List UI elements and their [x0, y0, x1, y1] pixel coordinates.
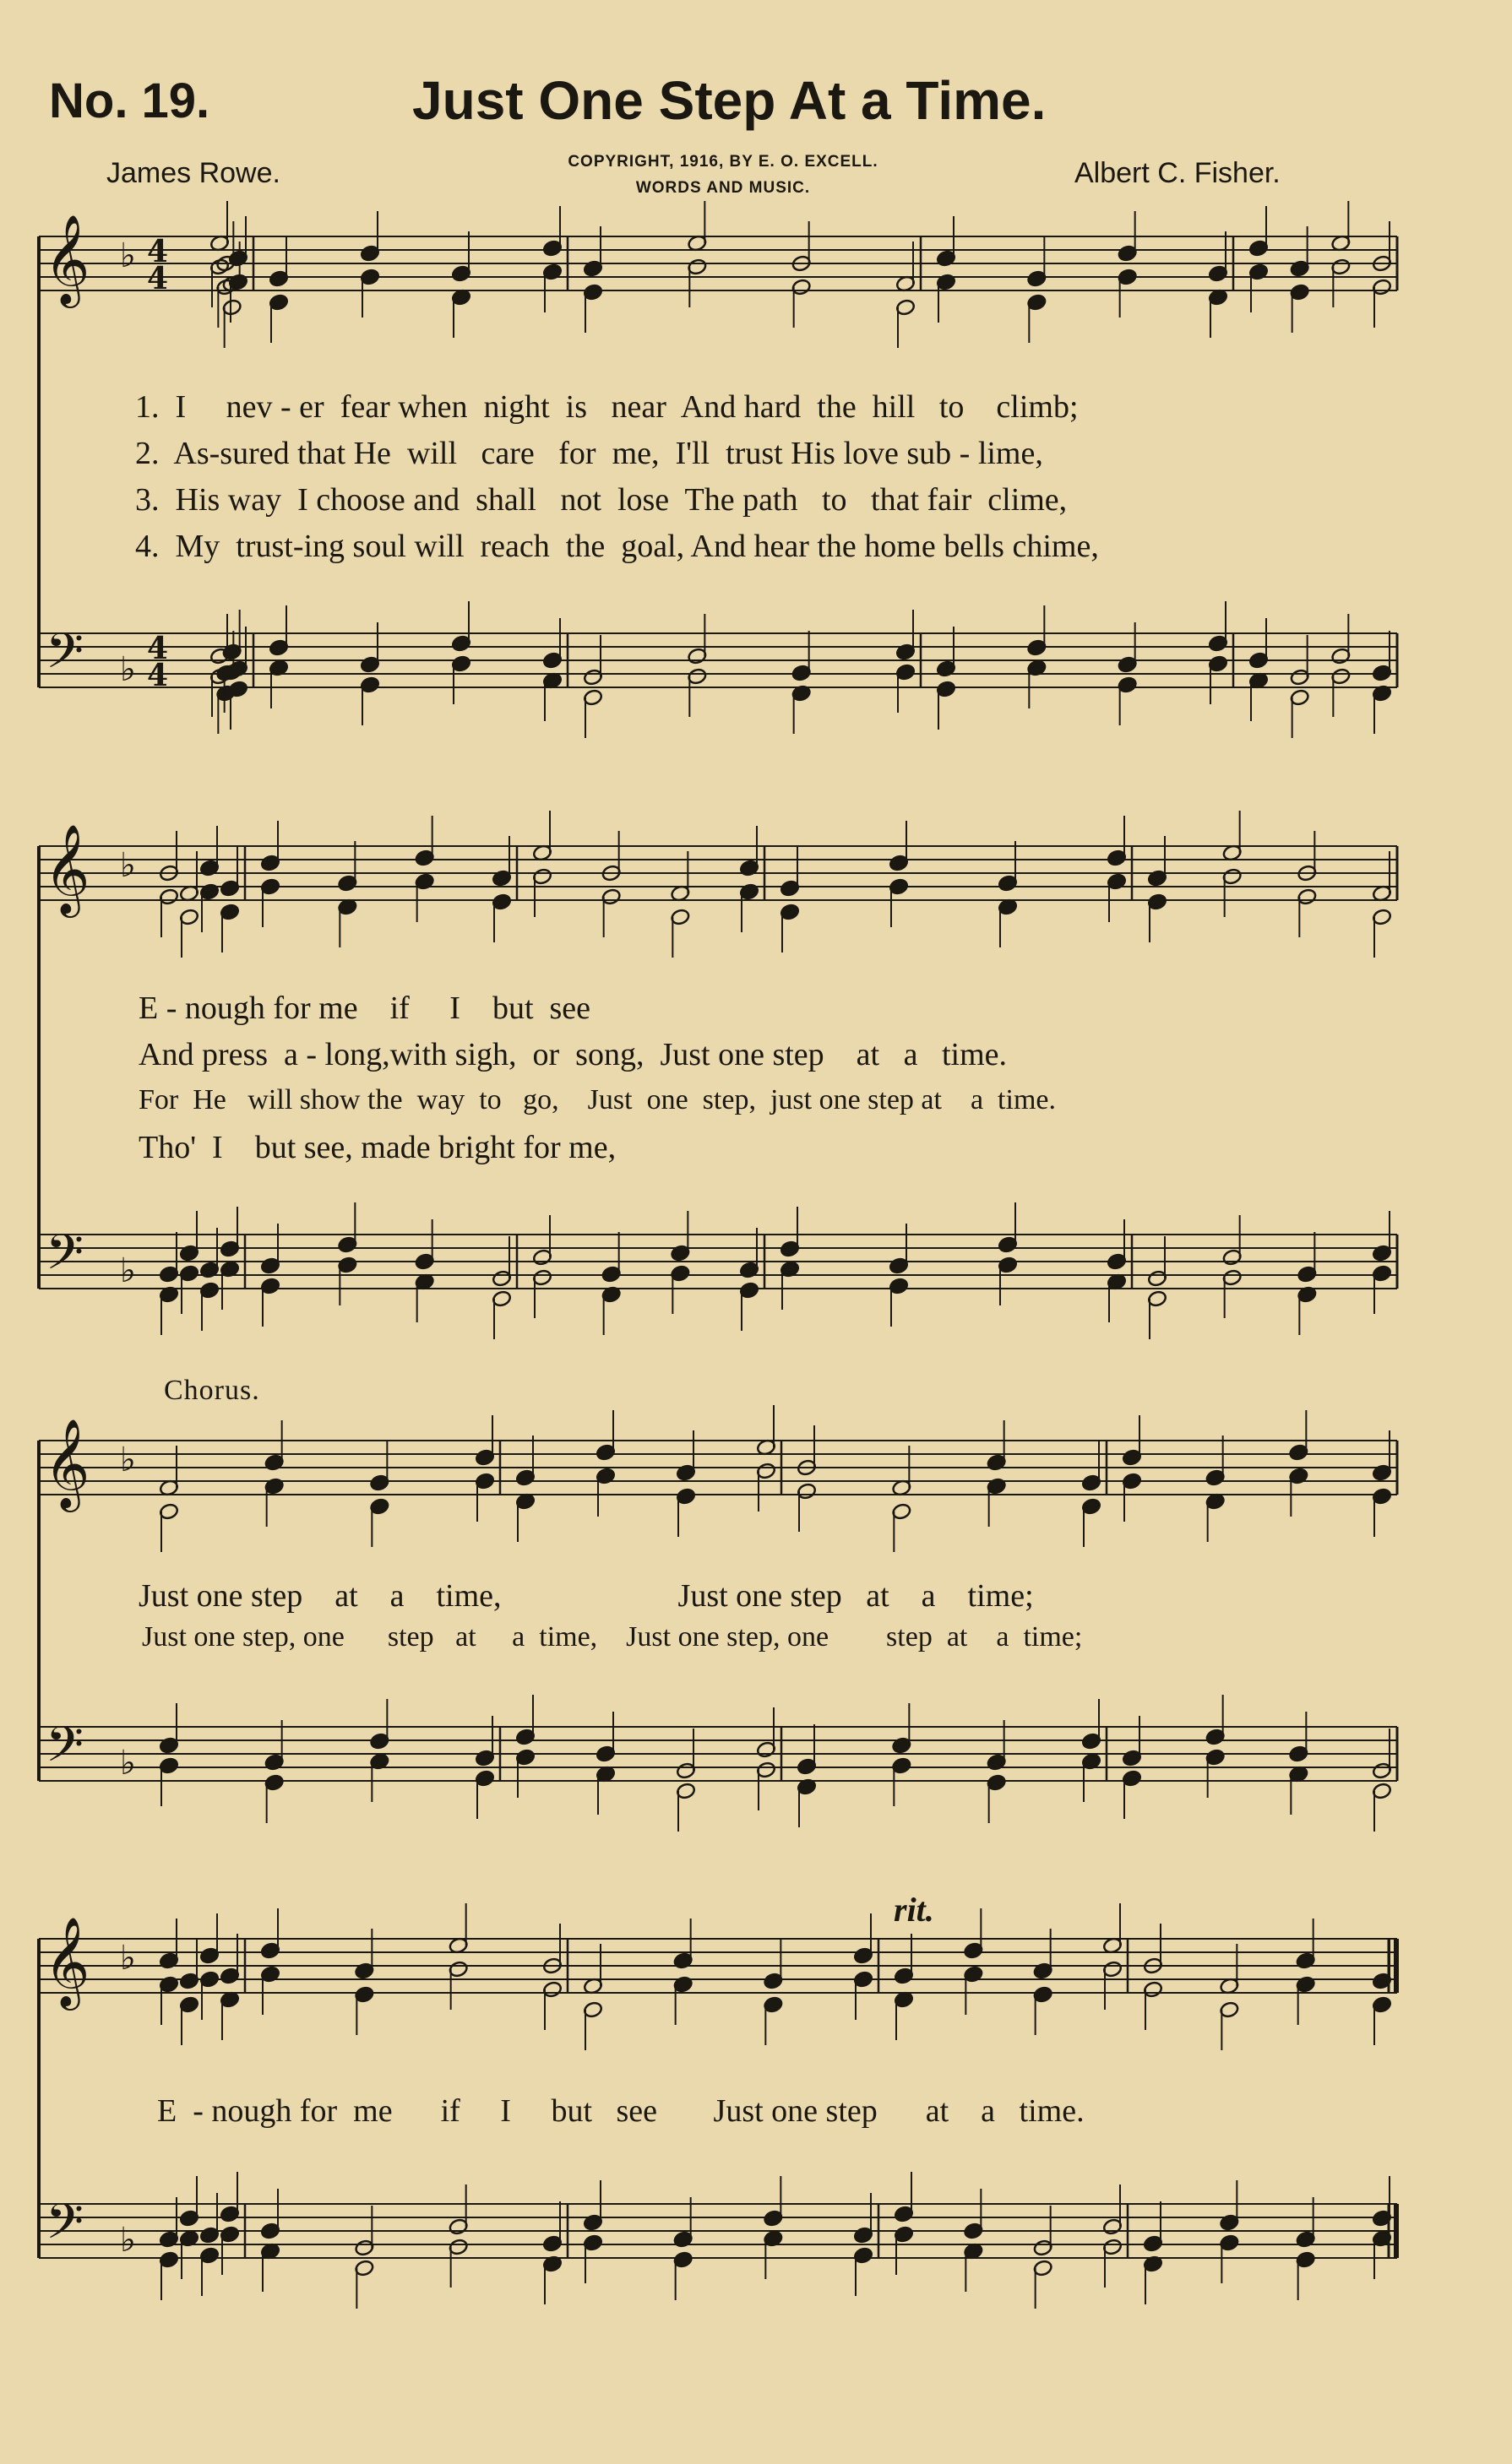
- flat-sign-icon: ♭: [120, 650, 136, 689]
- hymn-number: No. 19.: [49, 73, 210, 128]
- flat-sign-icon: ♭: [120, 1441, 136, 1479]
- flat-sign-icon: ♭: [120, 1939, 136, 1978]
- chorus-line-1: Just one step at a time, Just one step at a time;: [139, 1578, 1034, 1614]
- verse-line-2: 2. As-sured that He will care for me, I'll trust His love sub - lime,: [135, 436, 1043, 471]
- flat-sign-icon: ♭: [120, 236, 136, 275]
- treble-clef-icon: 𝄞: [44, 823, 90, 914]
- verse-line-1: E - nough for me if I but see: [139, 990, 591, 1026]
- flat-sign-icon: ♭: [120, 1251, 136, 1290]
- tempo-marking: rit.: [894, 1891, 934, 1929]
- flat-sign-icon: ♭: [120, 1744, 136, 1783]
- time-signature: 4: [147, 234, 169, 269]
- copyright-line: COPYRIGHT, 1916, BY E. O. EXCELL.: [568, 153, 878, 171]
- final-lyric-line: E - nough for me if I but see Just one step at a time.: [157, 2093, 1085, 2129]
- composer: Albert C. Fisher.: [1074, 157, 1281, 189]
- treble-clef-icon: 𝄞: [44, 214, 90, 304]
- treble-clef-icon: 𝄞: [44, 1916, 90, 2006]
- verse-line-3: For He will show the way to go, Just one step, just one step at a time.: [139, 1084, 1056, 1115]
- flat-sign-icon: ♭: [120, 2221, 136, 2260]
- flat-sign-icon: ♭: [120, 846, 136, 885]
- treble-clef-icon: 𝄞: [44, 1418, 90, 1508]
- time-signature: 4: [147, 658, 169, 693]
- verse-line-4: 4. My trust-ing soul will reach the goal, And hear the home bells chime,: [135, 529, 1099, 564]
- verse-line-4: Tho' I but see, made bright for me,: [139, 1130, 617, 1165]
- time-signature: 4: [147, 261, 169, 296]
- chorus-label: Chorus.: [164, 1375, 260, 1406]
- bass-clef-icon: 𝄢: [46, 1224, 84, 1293]
- verse-line-3: 3. His way I choose and shall not lose The path to that fair clime,: [135, 482, 1068, 518]
- verse-line-1: 1. I nev - er fear when night is near And hard the hill to climb;: [135, 389, 1079, 425]
- bass-clef-icon: 𝄢: [46, 1716, 84, 1785]
- copyright-line: WORDS AND MUSIC.: [635, 179, 811, 197]
- final-barline: [1394, 2204, 1399, 2258]
- final-barline: [1394, 1939, 1399, 1993]
- bass-clef-icon: 𝄢: [46, 2193, 84, 2262]
- bass-clef-icon: 𝄢: [46, 622, 84, 692]
- verse-line-2: And press a - long,with sigh, or song, Just one step at a time.: [139, 1037, 1008, 1072]
- time-signature: 4: [147, 631, 169, 666]
- hymn-title: Just One Step At a Time.: [412, 70, 1047, 131]
- chorus-line-2: Just one step, one step at a time, Just one step, one step at a time;: [142, 1621, 1083, 1653]
- lyricist: James Rowe.: [106, 157, 280, 189]
